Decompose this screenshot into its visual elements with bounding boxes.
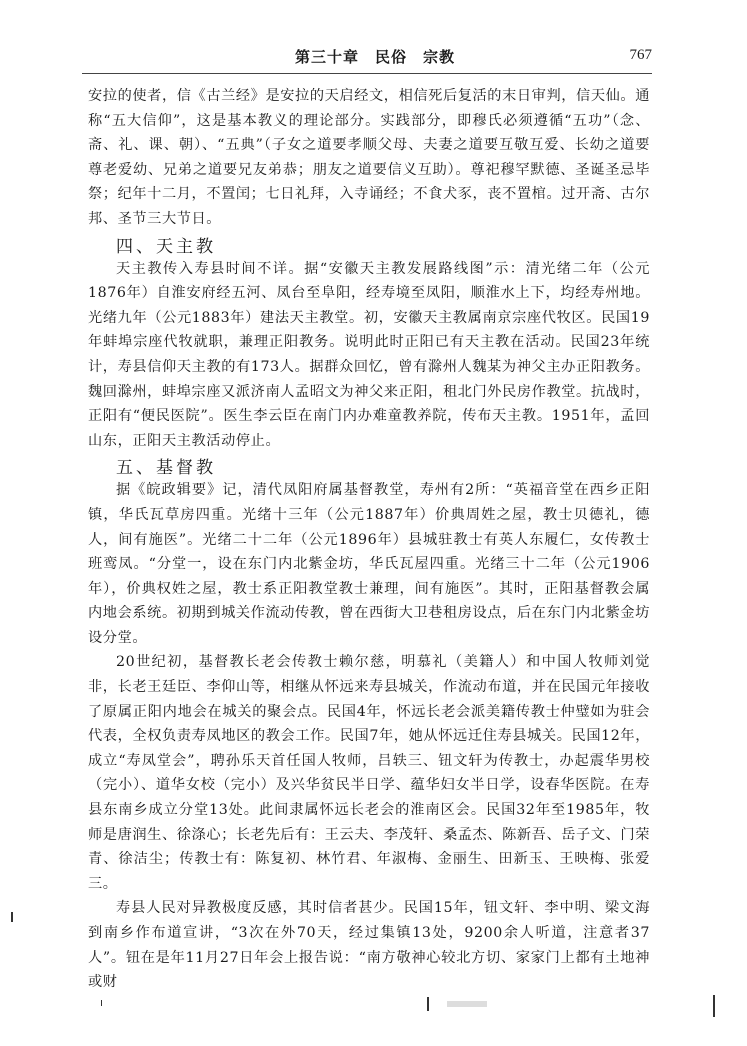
- paragraph-catholicism: 天主教传入寿县时间不详。据“安徽天主教发展路线图”示：清光绪二年（公元1876年）自淮安府经五河、凤台至阜阳，经寿境至凤阳，顺淮水上下，均经寿州地。光绪九年（公元1883年）建法天主教堂。初，安徽天主教属南京宗座代牧区。民国19年蚌埠宗座代牧就职，兼理正阳教务。说明此时正阳已有天主教在活动。民国23年统计，寿县信仰天主教的有173人。据群众回忆，曾有滁州人魏某为神父主办正阳教务。魏回滁州，蚌埠宗座又派济南人孟昭文为神父来正阳，租北门外民房作教堂。抗战时，正阳有“便民医院”。医生李云臣在南门内办难童教养院，传布天主教。1951年，孟回山东，正阳天主教活动停止。: [88, 260, 650, 449]
- paragraph-christianity-2: 20世纪初，基督教长老会传教士赖尔慈，明慕礼（美籍人）和中国人牧师刘觉非，长老王廷臣、李仰山等，相继从怀远来寿县城关，作流动布道，并在民国元年接收了原属正阳内地会在城关的聚会点。民国4年，怀远长老会派美籍传教士仲璧如为驻会代表，全权负责寿凤地区的教会工作。民国7年，她从怀远迁住寿县城关。民国12年，成立“寿凤堂会”，聘孙乐天首任国人牧师，吕轶三、钮文轩为传教士，办起震华男校（完小）、道华女校（完小）及兴华贫民半日学、蕴华妇女半日学，设春华医院。在寿县东南乡成立分堂13处。此间隶属怀远长老会的淮南区会。民国32年至1985年，牧师是唐润生、徐涤心；长老先后有：王云夫、李茂轩、桑孟杰、陈新吾、岳子文、门荣青、徐洁尘；传教士有：陈复初、林竹君、年淑梅、金丽生、田新玉、王映梅、张爱三。: [88, 654, 650, 892]
- section-heading-catholicism: 四、天主教: [116, 236, 216, 257]
- page-body: [88, 84, 650, 995]
- paragraph-christianity-3: 寿县人民对异教极度反感，其时信者甚少。民国15年，钮文轩、李中明、梁文海到南乡作布道宣讲，“3次在外70天，经过集镇13处，9200余人听道，注意者37人”。钮在是年11月27日年会上报告说：“南方敬神心较北方切、家家门上都有土地神或财: [88, 900, 650, 991]
- scan-mark: [101, 1000, 102, 1006]
- scan-mark: [713, 995, 715, 1017]
- header-rule: [82, 73, 652, 74]
- scan-mark: [11, 912, 13, 922]
- scan-mark: [427, 997, 429, 1011]
- paragraph-christianity-1: 据《皖政辑要》记，清代凤阳府属基督教堂，寿州有2所：“英福音堂在西乡正阳镇，华氏瓦草房四重。光绪十三年（公元1887年）价典周姓之屋，教士贝德礼，德人，间有施医”。光绪二十二年（公元1896年）县城驻教士有英人东履仁，女传教士班鸾凤。“分堂一，设在东门内北紫金坊，华氏瓦屋四重。光绪三十二年（公元1906年），价典权姓之屋，教士系正阳教堂教士兼理，间有施医”。其时，正阳基督教会属内地会系统。初期到城关作流动传教，曾在西街大卫巷租房设点，后在东门内北紫金坊设分堂。: [88, 482, 650, 646]
- section-heading-christianity: 五、基督教: [116, 458, 216, 479]
- scan-noise: [447, 1001, 487, 1007]
- running-header: [82, 46, 652, 70]
- paragraph-intro: 安拉的使者，信《古兰经》是安拉的天启经文，相信死后复活的末日审判，信天仙。通称“五大信仰”，这是基本教义的理论部分。实践部分，即穆氏必须遵循“五功”（念、斋、礼、课、朝）、“五典”（子女之道要孝顺父母、夫妻之道要互敬互爱、长幼之道要尊老爱幼、兄弟之道要兄友弟恭；朋友之道要信义互助）。尊祀穆罕默德、圣诞圣忌毕祭；纪年十二月，不置闰；七日礼拜，入寺诵经；不食犬豕，丧不置棺。过开斋、古尔邦、圣节三大节日。: [88, 88, 650, 227]
- running-title: 第三十章 民俗 宗教: [295, 48, 456, 66]
- page-number: 767: [629, 47, 652, 63]
